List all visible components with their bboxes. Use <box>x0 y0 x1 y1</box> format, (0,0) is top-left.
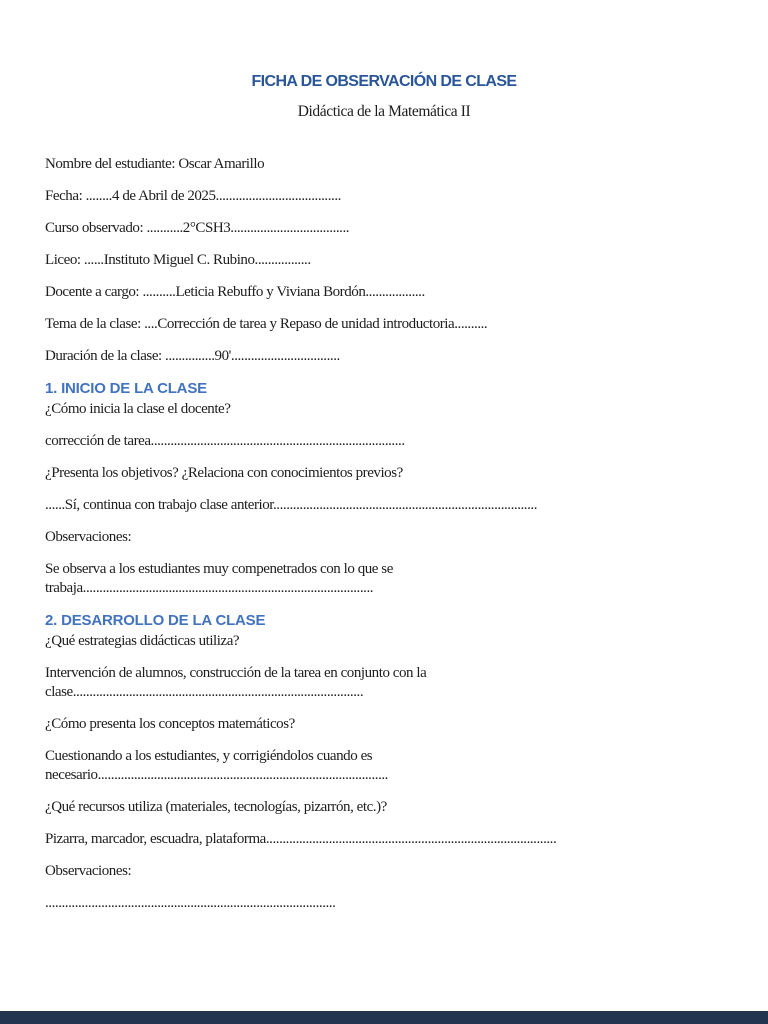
class-duration-field <box>45 347 728 366</box>
answer-resources <box>45 830 728 849</box>
answer-observations-1-line-2: trabaja........................................................................................ <box>45 580 374 596</box>
question-class-start-line-1: ¿Cómo inicia la clase el docente? <box>45 401 231 417</box>
answer-resources-line-1: Pizarra, marcador, escuadra, plataforma........................................................................................ <box>45 831 557 847</box>
viewer-page-gap-bar <box>0 1011 768 1024</box>
section-1-heading <box>45 379 728 398</box>
student-name-field <box>45 155 728 174</box>
observed-course-field <box>45 219 728 238</box>
class-topic-field <box>45 315 728 334</box>
question-objectives-line-1: ¿Presenta los objetivos? ¿Relaciona con conocimientos previos? <box>45 465 403 481</box>
question-resources-line-1: ¿Qué recursos utiliza (materiales, tecnologías, pizarrón, etc.)? <box>45 799 387 815</box>
class-topic-field-line-1: Tema de la clase: ....Corrección de tarea y Repaso de unidad introductoria.......... <box>45 316 488 332</box>
school-field <box>45 251 728 270</box>
answer-concepts-line-1: Cuestionando a los estudiantes, y corrigiéndolos cuando es <box>45 748 373 764</box>
answer-strategies <box>45 664 728 702</box>
teacher-field <box>45 283 728 302</box>
question-strategies <box>45 632 728 651</box>
document-body <box>0 155 768 913</box>
question-objectives <box>45 464 728 483</box>
question-resources <box>45 798 728 817</box>
section-2-heading <box>45 611 728 630</box>
teacher-field-line-1: Docente a cargo: ..........Leticia Rebuffo y Viviana Bordón.................. <box>45 284 425 300</box>
answer-class-start-line-1: corrección de tarea............................................................................. <box>45 433 405 449</box>
student-name-field-line-1: Nombre del estudiante: Oscar Amarillo <box>45 156 265 172</box>
section-1-heading-line-1: 1. INICIO DE LA CLASE <box>45 380 207 397</box>
answer-strategies-line-1: Intervención de alumnos, construcción de la tarea en conjunto con la <box>45 665 427 681</box>
answer-concepts-line-2: necesario........................................................................................ <box>45 767 388 783</box>
answer-concepts <box>45 747 728 785</box>
answer-objectives <box>45 496 728 515</box>
observations-label-1 <box>45 528 728 547</box>
observations-label-1-line-1: Observaciones: <box>45 529 132 545</box>
date-field-line-1: Fecha: ........4 de Abril de 2025...................................... <box>45 188 341 204</box>
answer-objectives-line-1: ......Sí, continua con trabajo clase anterior................................................................................ <box>45 497 538 513</box>
question-class-start <box>45 400 728 419</box>
document-title: FICHA DE OBSERVACIÓN DE CLASE <box>251 73 517 90</box>
answer-strategies-line-2: clase........................................................................................ <box>45 684 364 700</box>
school-field-line-1: Liceo: ......Instituto Miguel C. Rubino................. <box>45 252 311 268</box>
observed-course-field-line-1: Curso observado: ...........2°CSH3.................................... <box>45 220 350 236</box>
question-strategies-line-1: ¿Qué estrategias didácticas utiliza? <box>45 633 240 649</box>
document-subtitle: Didáctica de la Matemática II <box>297 103 471 120</box>
section-2-heading-line-1: 2. DESARROLLO DE LA CLASE <box>45 612 266 629</box>
answer-observations-2-line-1: ........................................................................................ <box>45 895 336 911</box>
observations-label-2 <box>45 862 728 881</box>
answer-observations-1 <box>45 560 728 598</box>
question-concepts-line-1: ¿Cómo presenta los conceptos matemáticos? <box>45 716 295 732</box>
answer-observations-2 <box>45 894 728 913</box>
date-field <box>45 187 728 206</box>
answer-class-start <box>45 432 728 451</box>
class-duration-field-line-1: Duración de la clase: ...............90'................................. <box>45 348 340 364</box>
answer-observations-1-line-1: Se observa a los estudiantes muy compenetrados con lo que se <box>45 561 393 577</box>
question-concepts <box>45 715 728 734</box>
observations-label-2-line-1: Observaciones: <box>45 863 132 879</box>
